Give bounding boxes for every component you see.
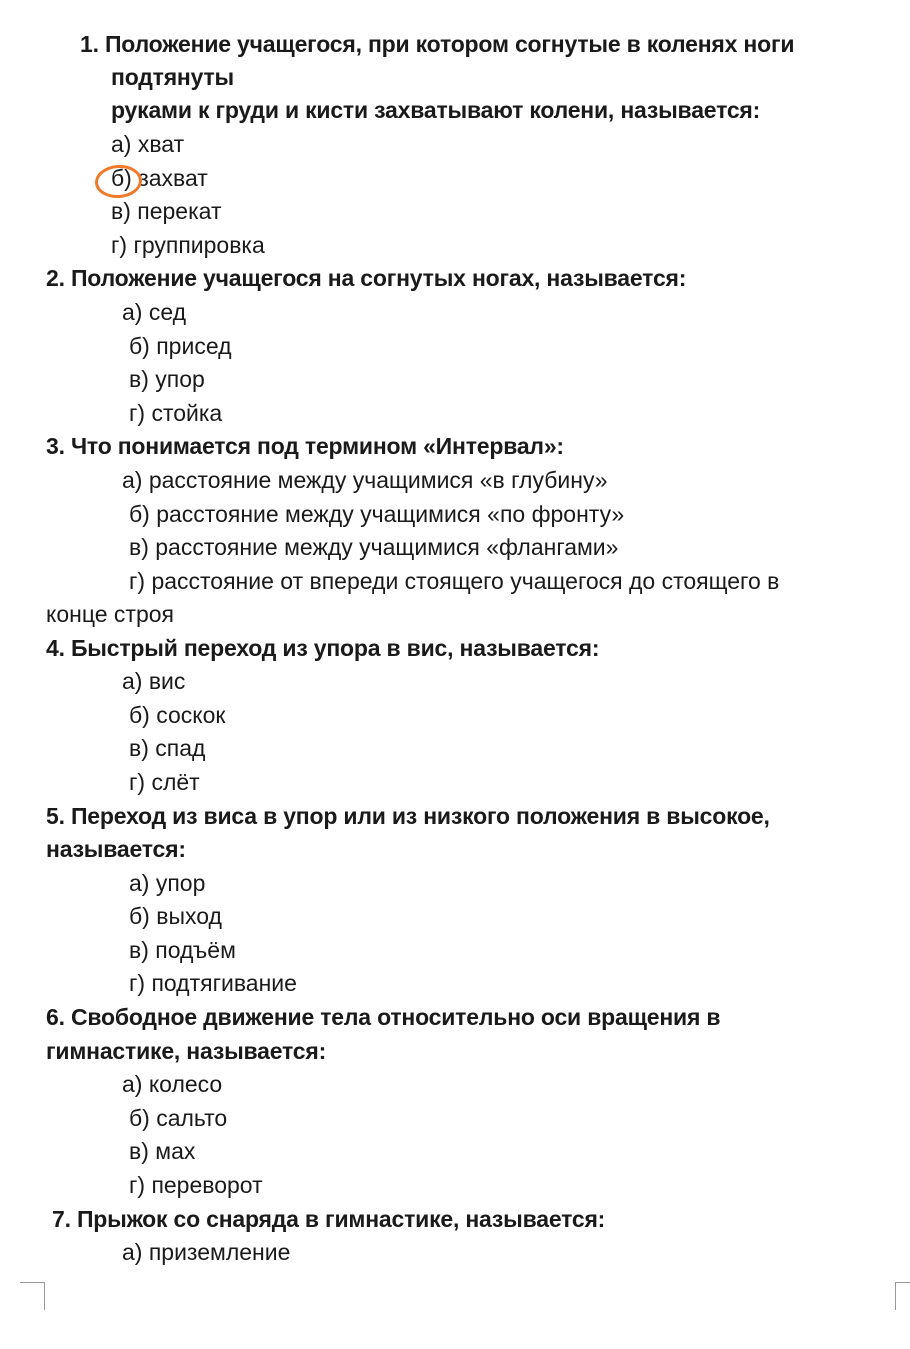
- question-5-line-1: 5. Переход из виса в упор или из низкого положения в высокое,: [46, 803, 770, 829]
- question-1-option-a: а) хват: [111, 131, 185, 157]
- question-1-line-3: руками к груди и кисти захватывают колени, называется:: [111, 97, 761, 123]
- question-1-option-b: б) захват: [111, 165, 208, 191]
- question-6-option-d: г) переворот: [129, 1172, 263, 1198]
- question-7-option-a: а) приземление: [122, 1239, 291, 1265]
- question-5-option-c: в) подъём: [129, 937, 236, 963]
- question-3-option-a: а) расстояние между учащимися «в глубину»: [122, 467, 608, 493]
- question-1-option-d: г) группировка: [111, 232, 265, 258]
- question-1-option-c: в) перекат: [111, 198, 222, 224]
- question-4-option-d: г) слёт: [129, 769, 200, 795]
- question-6-option-a: а) колесо: [122, 1071, 223, 1097]
- question-4-option-a: а) вис: [122, 668, 186, 694]
- question-5-option-d: г) подтягивание: [129, 970, 297, 996]
- question-3-option-d: г) расстояние от впереди стоящего учащегося до стоящего в: [129, 568, 780, 594]
- question-6-option-b: б) сальто: [129, 1105, 228, 1131]
- question-2-option-a: а) сед: [122, 299, 187, 325]
- question-5-option-b: б) выход: [129, 903, 222, 929]
- answer-mark-circle: [94, 163, 143, 199]
- question-2-option-d: г) стойка: [129, 400, 223, 426]
- question-1-line-1: 1. Положение учащегося, при котором согнутые в коленях ноги: [80, 31, 795, 57]
- question-3-option-c: в) расстояние между учащимися «флангами»: [129, 534, 619, 560]
- question-7-line-1: 7. Прыжок со снаряда в гимнастике, называется:: [52, 1206, 606, 1232]
- page-corner-mark-left: [20, 1282, 45, 1310]
- question-5-option-a: а) упор: [129, 870, 206, 896]
- question-3-option-d-continuation: конце строя: [46, 601, 174, 627]
- question-2-option-c: в) упор: [129, 366, 205, 392]
- question-6-option-c: в) мах: [129, 1138, 196, 1164]
- question-4-line-1: 4. Быстрый переход из упора в вис, называется:: [46, 635, 600, 661]
- question-4-option-b: б) соскок: [129, 702, 226, 728]
- question-6-line-1: 6. Свободное движение тела относительно оси вращения в: [46, 1004, 721, 1030]
- question-4-option-c: в) спад: [129, 735, 206, 761]
- question-1-line-2: подтянуты: [111, 64, 234, 90]
- question-3-line-1: 3. Что понимается под термином «Интервал»:: [46, 433, 564, 459]
- question-6-line-2: гимнастике, называется:: [46, 1038, 327, 1064]
- question-2-option-b: б) присед: [129, 333, 232, 359]
- page-corner-mark-right: [895, 1282, 910, 1310]
- question-5-line-2: называется:: [46, 836, 186, 862]
- question-2-line-1: 2. Положение учащегося на согнутых ногах, называется:: [46, 265, 687, 291]
- question-3-option-b: б) расстояние между учащимися «по фронту»: [129, 501, 625, 527]
